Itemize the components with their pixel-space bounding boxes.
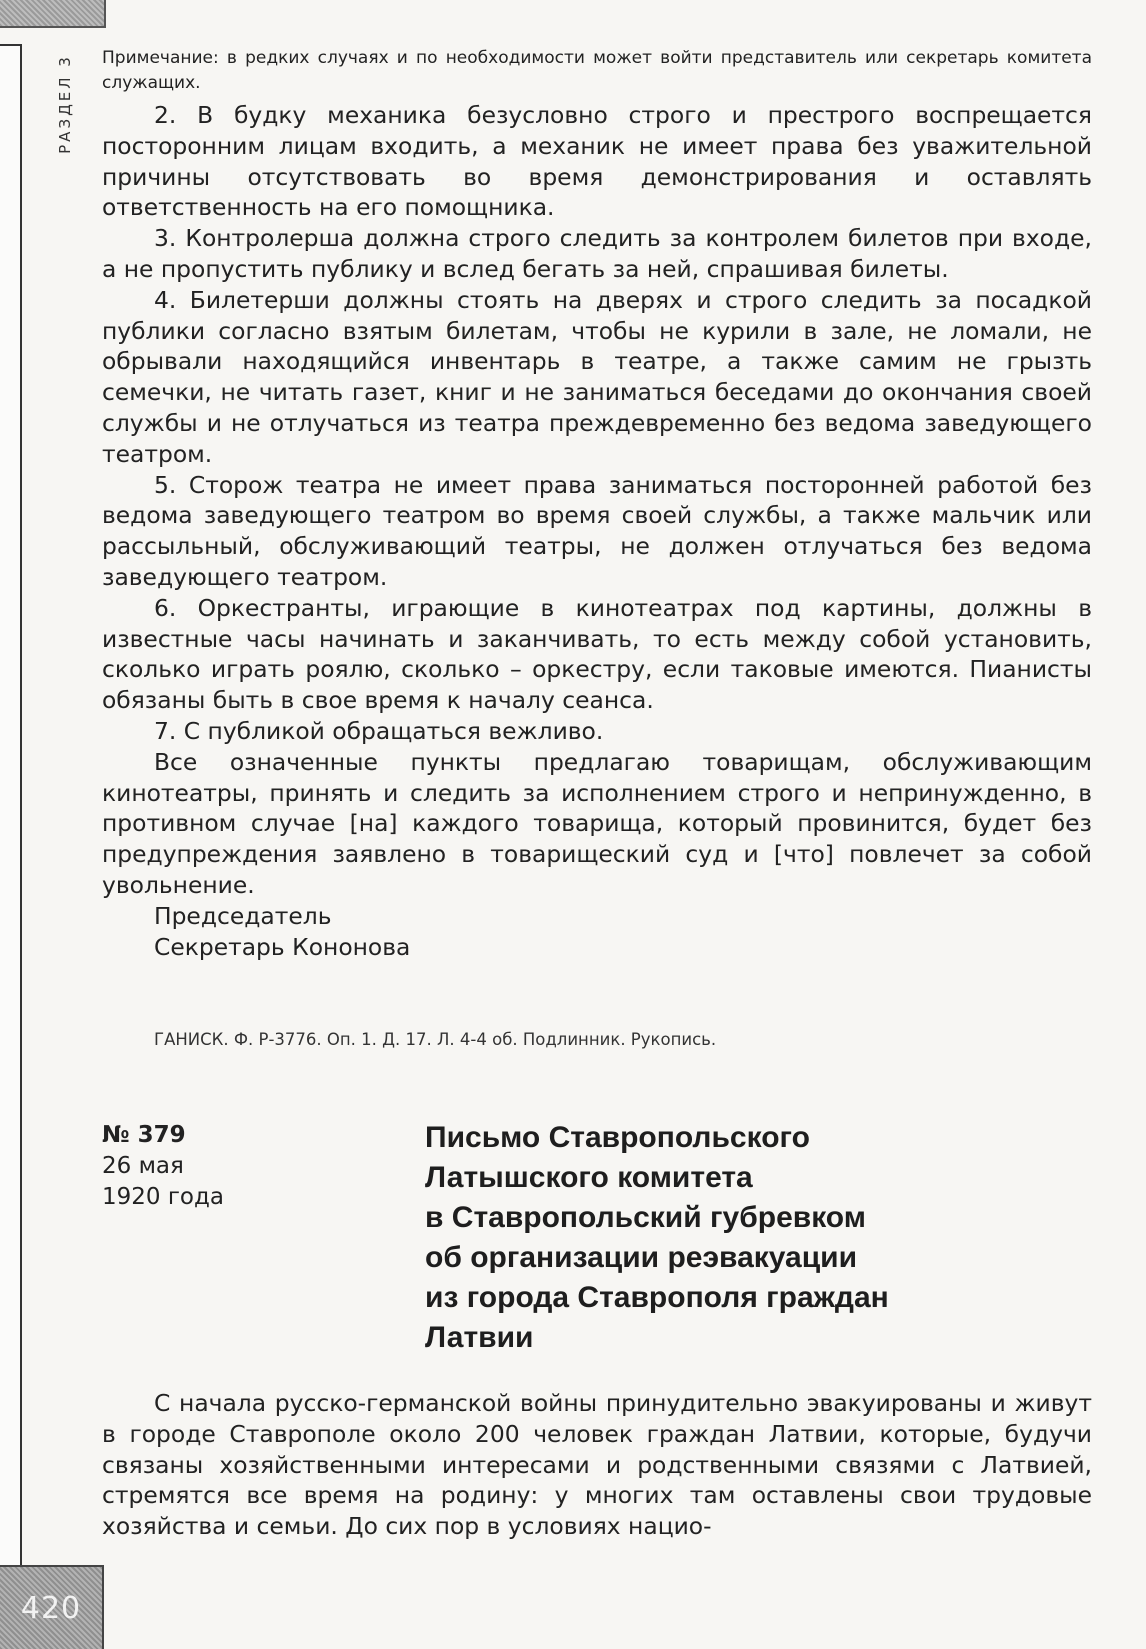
title-line: Латвии [425,1321,534,1354]
paragraph-5: 5. Сторож театра не имеет права заниматься посторонней работой без ведома заведующего театром во время своей службы, а также мальчик или рассыльный, обслуживающий театры, не должен отлучаться без ведома заведующего театром. [102,470,1092,591]
document-date-year: 1920 года [102,1184,224,1210]
section-label [53,44,77,164]
paragraph-7: 7. С публикой обращаться вежливо. [154,716,604,745]
note: Примечание: в редких случаях и по необходимости может войти представитель или секретарь комитета служащих. [102,48,1092,93]
signature-chairman: Председатель [154,901,332,930]
paragraph-3: 3. Контролерша должна строго следить за контролем билетов при входе, а не пропустить публику и вслед бегать за ней, спрашивая билеты. [102,224,1092,283]
title-line: из города Ставрополя граждан [425,1281,889,1314]
document-title [425,1118,1065,1358]
title-line: Письмо Ставропольского [425,1121,810,1154]
paragraph-6: 6. Оркестранты, играющие в кинотеатрах под картины, должны в известные часы начинать и заканчивать, то есть между собой установить, сколько играть роялю, сколько – оркестру, если таковые имеются. Пианисты обязаны быть в свое время к началу сеанса. [102,593,1092,715]
document-379-body [102,1388,1092,1542]
document-meta [102,1120,362,1213]
margin-rule [0,44,22,1568]
document-date-day: 26 мая [102,1153,184,1179]
paragraph-conclusion: Все означенные пункты предлагаю товарищам, обслуживающим кинотеатры, принять и следить за исполнением строго и непринужденно, в противном случае [на] каждого товарища, который провинится, будет без предупреждения заявлено в товарищеский суд и [что] повлечет за собой увольнение. [102,747,1092,899]
corner-decoration-top [0,0,106,28]
title-line: в Ставропольский губревком [425,1201,866,1234]
title-line: Латышского комитета [425,1161,753,1194]
page-number: 420 [20,1590,82,1626]
paragraph-4: 4. Билетерши должны стоять на дверях и строго следить за посадкой публики согласно взятым билетам, чтобы не курили в зале, не ломали, не обрывали находящийся инвентарь в театре, а также самим не грызть семечки, не читать газет, книг и не заниматься беседами до окончания своей службы и не отлучаться из театра преждевременно без ведома заведующего театром. [102,285,1092,468]
document-number: № 379 [102,1122,186,1148]
signature-secretary: Секретарь Кононова [154,932,411,961]
section-label-text: РАЗДЕЛ 3 [56,54,74,154]
paragraph-letter-intro: С начала русско-германской войны принудительно эвакуированы и живут в городе Ставрополе около 200 человек граждан Латвии, которые, будучи связаны хозяйственными интересами и родственными связями с Латвией, стремятся все время на родину: у многих там оставлены свои трудовые хозяйства и семьи. До сих пор в условиях нацио- [102,1389,1092,1541]
paragraph-2: 2. В будку механика безусловно строго и престрого воспрещается посторонним лицам входить, а механик не имеет права без уважительной причины отсутствовать во время демонстрирования и оставлять ответственность на его помощника. [102,101,1092,222]
title-line: об организации реэвакуации [425,1241,858,1274]
archive-source: ГАНИСК. Ф. Р-3776. Оп. 1. Д. 17. Л. 4-4 об. Подлинник. Рукопись. [154,1030,717,1049]
page-number-box [0,1565,104,1649]
document-body [102,100,1092,962]
